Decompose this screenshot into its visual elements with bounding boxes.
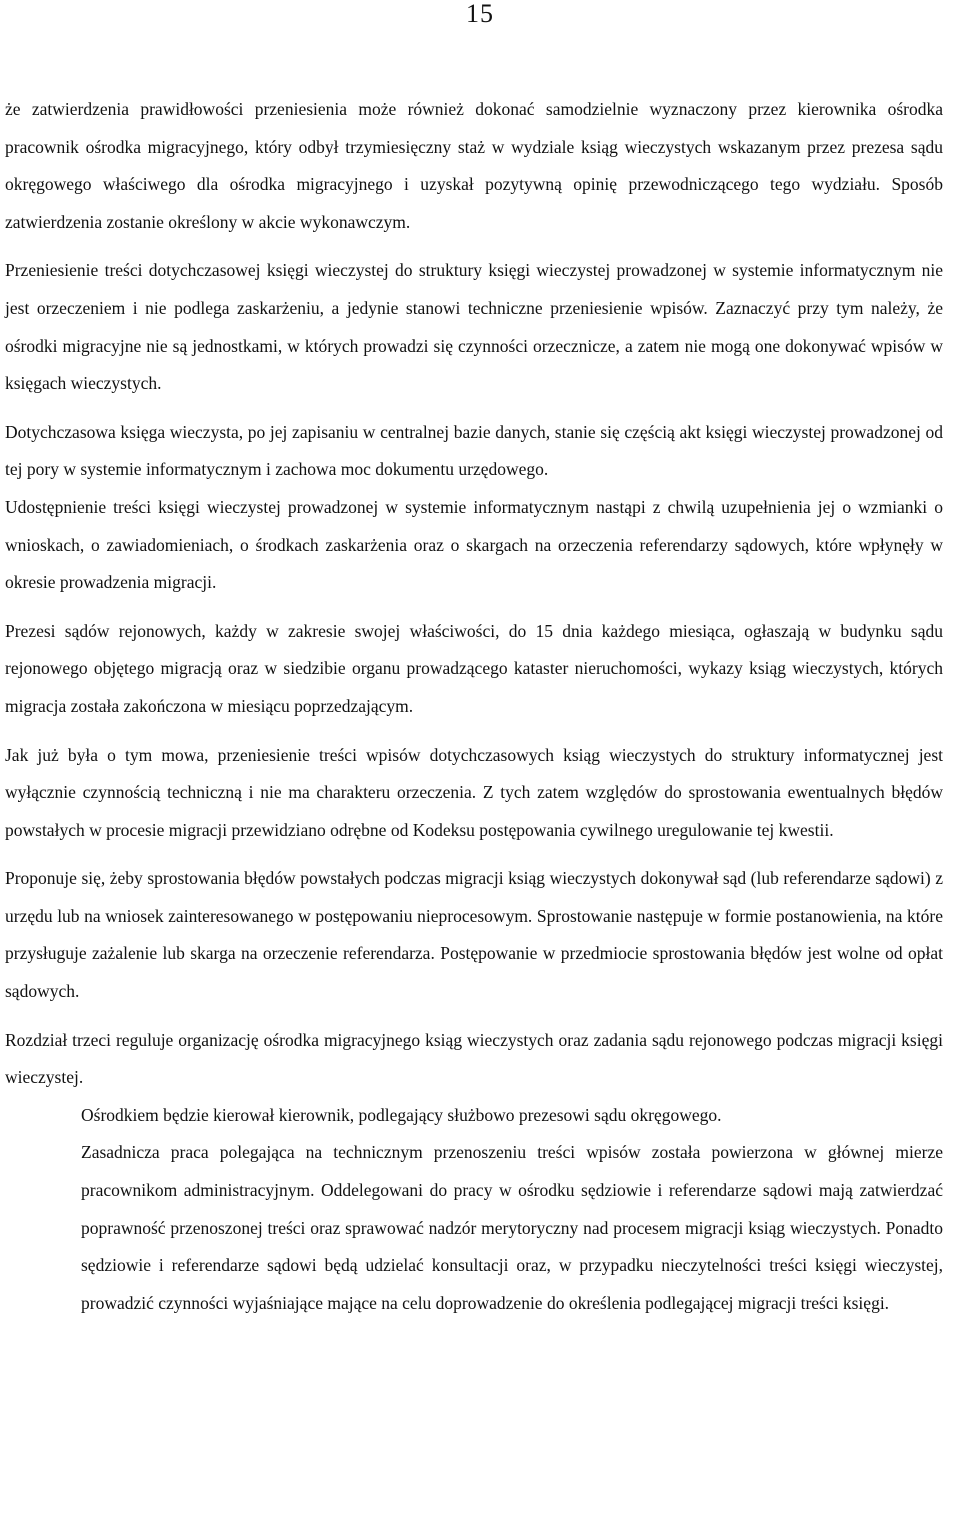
paragraph-transfer-not-ruling: Przeniesienie treści dotychczasowej księgi wieczystej do struktury księgi wieczystej prowadzonej w systemie informatycznym nie jest orzeczeniem i nie podlega zaskarżeniu, a jedynie stanowi techniczne przeniesienie wpisów. Zaznaczyć przy tym należy, że ośrodki migracyjne nie są jednostkami, w których prowadzi się czynności orzecznicze, a zatem nie mogą one dokonywać wpisów w księgach wieczystych. [5, 260, 943, 394]
paragraph-staff-duties: Zasadnicza praca polegająca na technicznym przenoszeniu treści wpisów została powierzona w głównej mierze pracownikom administracyjnym. Oddelegowani do pracy w ośrodku sędziowie i referendarze sądowi mają zatwierdzać poprawność przenoszonej treści oraz sprawować nadzór merytoryczny nad procesem migracji ksiąg wieczystych. Ponadto sędziowie i referendarze sądowi będą udzielać konsultacji oraz, w przypadku nieczytelności treści księgi wieczystej, prowadzić czynności wyjaśniające mające na celu doprowadzenie do określenia podlegającej migracji treści księgi. [81, 1142, 943, 1313]
document-body [5, 91, 943, 1322]
paragraph-chapter-three: Rozdział trzeci reguluje organizację ośrodka migracyjnego ksiąg wieczystych oraz zadania sądu rejonowego podczas migracji księgi wieczystej. [5, 1029, 943, 1088]
paragraph-centre-manager: Ośrodkiem będzie kierował kierownik, podlegający służbowo prezesowi sądu okręgowego. [81, 1104, 722, 1125]
page-number: 15 [466, 0, 494, 28]
paragraph-error-correction: Proponuje się, żeby sprostowania błędów powstałych podczas migracji ksiąg wieczystych dokonywał sąd (lub referendarze sądowi) z urzędu lub na wniosek zainteresowanego w postępowaniu nieprocesowym. Sprostowanie następuje w formie postanowienia, na które przysługuje zażalenie lub skarga na orzeczenie referendarza. Postępowanie w przedmiocie sprostowania błędów jest wolne od opłat sądowych. [5, 868, 943, 1002]
paragraph-approval-of-transfer: że zatwierdzenia prawidłowości przeniesienia może również dokonać samodzielnie wyznaczony przez kierownika ośrodka pracownik ośrodka migracyjnego, który odbył trzymiesięczny staż w wydziale ksiąg wieczystych wskazanym przez prezesa sądu okręgowego właściwego dla ośrodka migracyjnego i uzyskał pozytywną opinię przewodniczącego tego wydziału. Sposób zatwierdzenia zostanie określony w akcie wykonawczym. [5, 99, 943, 232]
paragraph-technical-transfer: Jak już była o tym mowa, przeniesienie treści wpisów dotychczasowych ksiąg wieczystych do struktury informatycznej jest wyłącznie czynnością techniczną i nie ma charakteru orzeczenia. Z tych zatem względów do sprostowania ewentualnych błędów powstałych w procesie migracji przewidziano odrębne od Kodeksu postępowania cywilnego uregulowanie tej kwestii. [5, 744, 943, 840]
paragraph-former-land-register: Dotychczasowa księga wieczysta, po jej zapisaniu w centralnej bazie danych, stanie się częścią akt księgi wieczystej prowadzonej od tej pory w systemie informatycznym i zachowa moc dokumentu urzędowego. [5, 421, 943, 480]
paragraph-content-disclosure: Udostępnienie treści księgi wieczystej prowadzonej w systemie informatycznym nastąpi z chwilą uzupełnienia jej o wzmianki o wnioskach, o zawiadomieniach, o środkach zaskarżenia oraz o skargach na orzeczenia referendarzy sądowych, które wpłynęły w okresie prowadzenia migracji. [5, 496, 943, 593]
paragraph-court-presidents: Prezesi sądów rejonowych, każdy w zakresie swojej właściwości, do 15 dnia każdego miesiąca, ogłaszają w budynku sądu rejonowego objętego migracją oraz w siedzibie organu prowadzącego kataster nieruchomości, wykazy ksiąg wieczystych, których migracja została zakończona w miesiącu poprzedzającym. [5, 620, 943, 716]
